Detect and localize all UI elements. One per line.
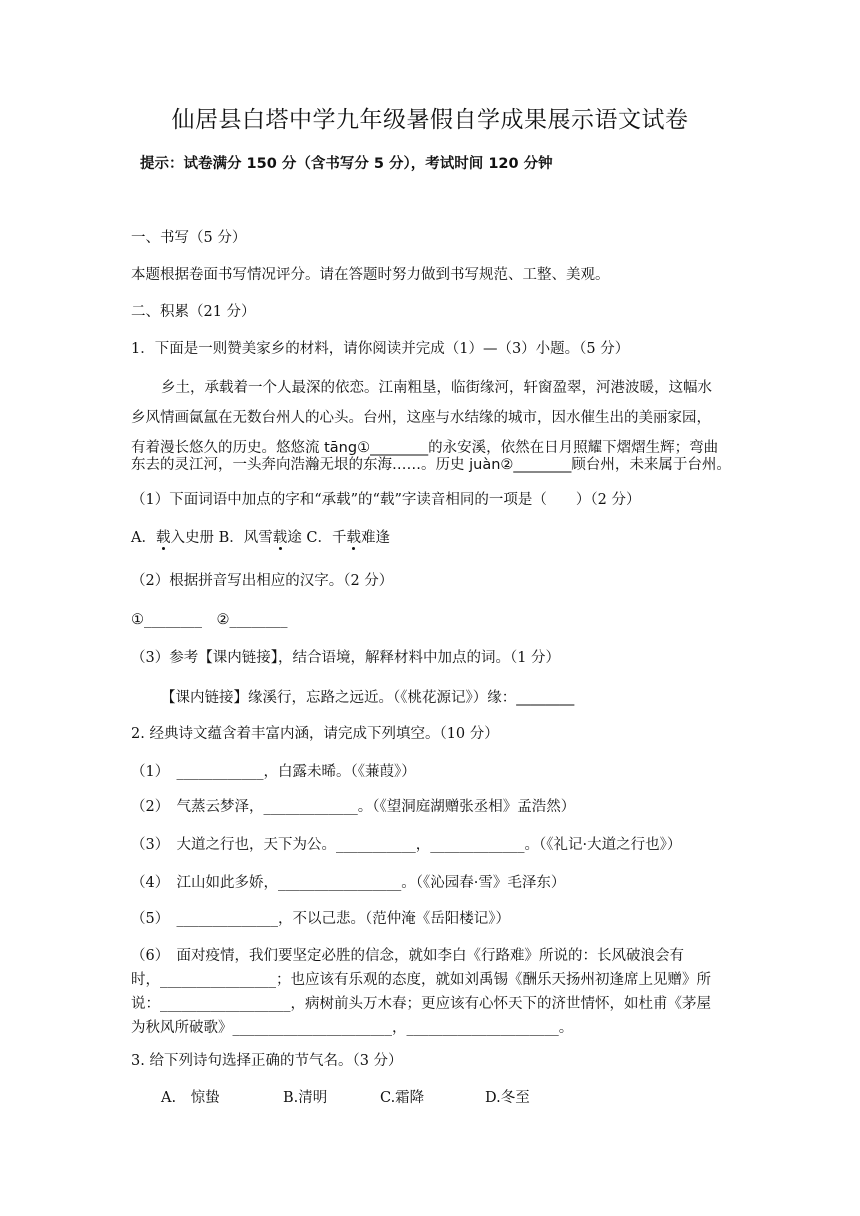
question-1-sub-3: （3）参考【课内链接】，结合语境，解释材料中加点的词。（1 分） bbox=[131, 650, 561, 666]
pinyin-answer-blanks: ①________ ②________ bbox=[131, 612, 288, 628]
question-2-item-6-line-4: 为秋风所破歌》______________________，_____________________。 bbox=[131, 1020, 574, 1036]
question-3-stem: 3. 给下列诗句选择正确的节气名。（3 分） bbox=[131, 1053, 403, 1069]
section-2-heading: 二、积累（21 分） bbox=[131, 304, 256, 320]
question-1-options bbox=[131, 528, 390, 548]
option-b-dotted-char: 载 bbox=[272, 530, 288, 546]
option-c-rest: 难逢 bbox=[360, 530, 390, 546]
question-2-item-1: （1） ____________，白露未晞。（《蒹葭》） bbox=[131, 764, 416, 780]
question-1-sub-1: （1）下面词语中加点的字和“承载”的“载”字读音相同的一项是（ ）（2 分） bbox=[131, 492, 641, 508]
question-2-item-3: （3） 大道之行也，天下为公。___________，_____________。（《礼记·大道之行也》） bbox=[131, 837, 682, 853]
question-2-item-6-line-2: 时，________________；也应该有乐观的态度，就如刘禹锡《酬乐天扬州初逢席上见赠》所 bbox=[131, 972, 711, 988]
option-a-dotted-char: 载 bbox=[155, 530, 171, 546]
question-1-stem: 1．下面是一则赞美家乡的材料，请你阅读并完成（1）—（3）小题。（5 分） bbox=[131, 341, 630, 357]
section-1-body: 本题根据卷面书写情况评分。请在答题时努力做到书写规范、工整、美观。 bbox=[131, 267, 610, 283]
option-a-rest: 入史册 B．风雪 bbox=[170, 530, 273, 546]
question-2-item-4: （4） 江山如此多娇，_________________。（《沁园春·雪》毛泽东） bbox=[131, 875, 566, 891]
passage-line-2: 乡风情画氤氲在无数台州人的心头。台州，这座与水结缘的城市，因水催生出的美丽家园， bbox=[131, 410, 711, 426]
course-link: 【课内链接】缘溪行，忘路之远近。（《桃花源记》）缘：________ bbox=[161, 690, 575, 706]
passage-line-3: 有着漫长悠久的历史。悠悠流 tāng①________的永安溪，依然在日月照耀下熠熠生辉；弯曲 bbox=[131, 440, 719, 456]
solar-term-choice-a: A. 惊蛰 bbox=[161, 1090, 220, 1106]
question-2-item-5: （5） ______________，不以己悲。（范仲淹《岳阳楼记》） bbox=[131, 911, 510, 927]
question-2-stem: 2. 经典诗文蕴含着丰富内涵，请完成下列填空。（10 分） bbox=[131, 726, 499, 742]
section-1-heading: 一、书写（5 分） bbox=[131, 230, 247, 246]
question-2-item-2: （2） 气蒸云梦泽，_____________。（《望洞庭湖赠张丞相》孟浩然） bbox=[131, 799, 576, 815]
exam-title: 仙居县白塔中学九年级暑假自学成果展示语文试卷 bbox=[171, 107, 689, 133]
passage-line-4: 东去的灵江河，一头奔向浩瀚无垠的东海……。历史 juàn②________顾台州，未来属于台州。 bbox=[131, 457, 731, 473]
solar-term-choice-d: D.冬至 bbox=[485, 1090, 530, 1106]
question-2-item-6-line-1: （6） 面对疫情，我们要坚定必胜的信念，就如李白《行路难》所说的：长风破浪会有 bbox=[131, 948, 684, 964]
question-2-item-6-line-3: 说：__________________，病树前头万木春；更应该有心怀天下的济世情怀，如杜甫《茅屋 bbox=[131, 996, 711, 1012]
option-a-prefix: A． bbox=[131, 530, 156, 546]
passage-line-1: 乡土，承载着一个人最深的依恋。江南粗垦，临街缘河，轩窗盈翠，河港波暖，这幅水 bbox=[161, 380, 712, 396]
exam-tip: 提示：试卷满分 150 分（含书写分 5 分），考试时间 120 分钟 bbox=[140, 156, 553, 172]
solar-term-choice-b: B.清明 bbox=[283, 1090, 328, 1106]
solar-term-choice-c: C.霜降 bbox=[380, 1090, 425, 1106]
option-b-rest: 途 C．千 bbox=[287, 530, 347, 546]
question-1-sub-2: （2）根据拼音写出相应的汉字。（2 分） bbox=[131, 573, 394, 589]
option-c-dotted-char: 载 bbox=[346, 530, 361, 546]
